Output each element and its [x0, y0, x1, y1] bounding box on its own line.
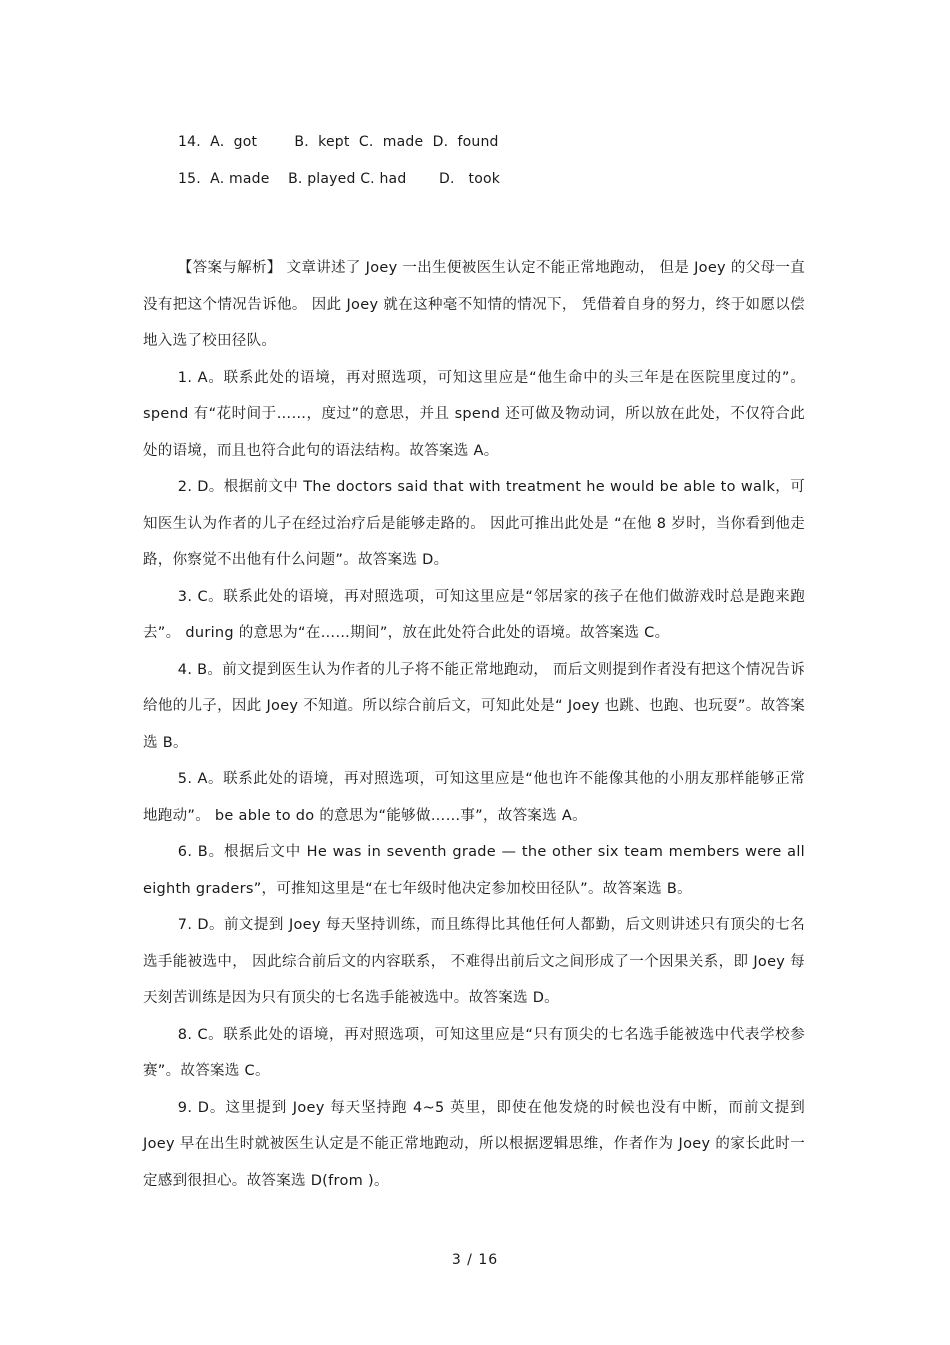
explanation-intro: 【答案与解析】 文章讲述了 Joey 一出生便被医生认定不能正常地跑动， 但是 Joey 的父母一直没有把这个情况告诉他。 因此 Joey 就在这种毫不知情的情况下， 凭借着自身的努力，终于如愿以偿地入选了校田径队。: [143, 260, 805, 349]
option-line-15: 15. A. made B. played C. had D. took: [178, 171, 501, 187]
answer-explanation: [143, 250, 805, 1199]
explanation-item-9: 9. D。这里提到 Joey 每天坚持跑 4~5 英里，即使在他发烧的时候也没有中断，而前文提到 Joey 早在出生时就被医生认定是不能正常地跑动，所以根据逻辑思维，作者作为 Joey 的家长此时一定感到很担心。故答案选 D(from )。: [143, 1099, 805, 1189]
explanation-item-4: 4. B。前文提到医生认为作者的儿子将不能正常地跑动， 而后文则提到作者没有把这个情况告诉给他的儿子，因此 Joey 不知道。所以综合前后文，可知此处是“ Joey 也跳、也跑、也玩耍”。故答案选 B。: [143, 661, 805, 751]
explanation-item-5: 5. A。联系此处的语境，再对照选项，可知这里应是“他也许不能像其他的小朋友那样能够正常地跑动”。 be able to do 的意思为“能够做……事”，故答案选 A。: [143, 771, 805, 824]
explanation-item-3: 3. C。联系此处的语境，再对照选项，可知这里应是“邻居家的孩子在他们做游戏时总是跑来跑去”。 during 的意思为“在……期间”，放在此处符合此处的语境。故答案选 C。: [143, 588, 805, 641]
explanation-item-7: 7. D。前文提到 Joey 每天坚持训练，而且练得比其他任何人都勤，后文则讲述只有顶尖的七名选手能被选中， 因此综合前后文的内容联系， 不难得出前后文之间形成了一个因果关系，即 Joey 每天刻苦训练是因为只有顶尖的七名选手能被选中。故答案选 D。: [143, 917, 805, 1006]
explanation-item-1: 1. A。联系此处的语境，再对照选项，可知这里应是“他生命中的头三年是在医院里度过的”。 spend 有“花时间于……，度过”的意思，并且 spend 还可做及物动词，所以放在此处，不仅符合此处的语境，而且也符合此句的语法结构。故答案选 A。: [143, 369, 805, 459]
page-number: 3 / 16: [451, 1252, 499, 1268]
explanation-item-8: 8. C。联系此处的语境，再对照选项，可知这里应是“只有顶尖的七名选手能被选中代表学校参赛”。故答案选 C。: [143, 1026, 805, 1079]
explanation-item-2: 2. D。根据前文中 The doctors said that with treatment he would be able to walk，可知医生认为作者的儿子在经过治疗后是能够走路的。 因此可推出此处是 “在他 8 岁时，当你看到他走路，你察觉不出他有什么问题”。故答案选 D。: [143, 479, 805, 568]
explanation-item-6: 6. B。根据后文中 He was in seventh grade — the other six team members were all eighth graders”，可推知这里是“在七年级时他决定参加校田径队”。故答案选 B。: [143, 844, 805, 897]
option-line-14: 14. A. got B. kept C. made D. found: [178, 134, 499, 150]
